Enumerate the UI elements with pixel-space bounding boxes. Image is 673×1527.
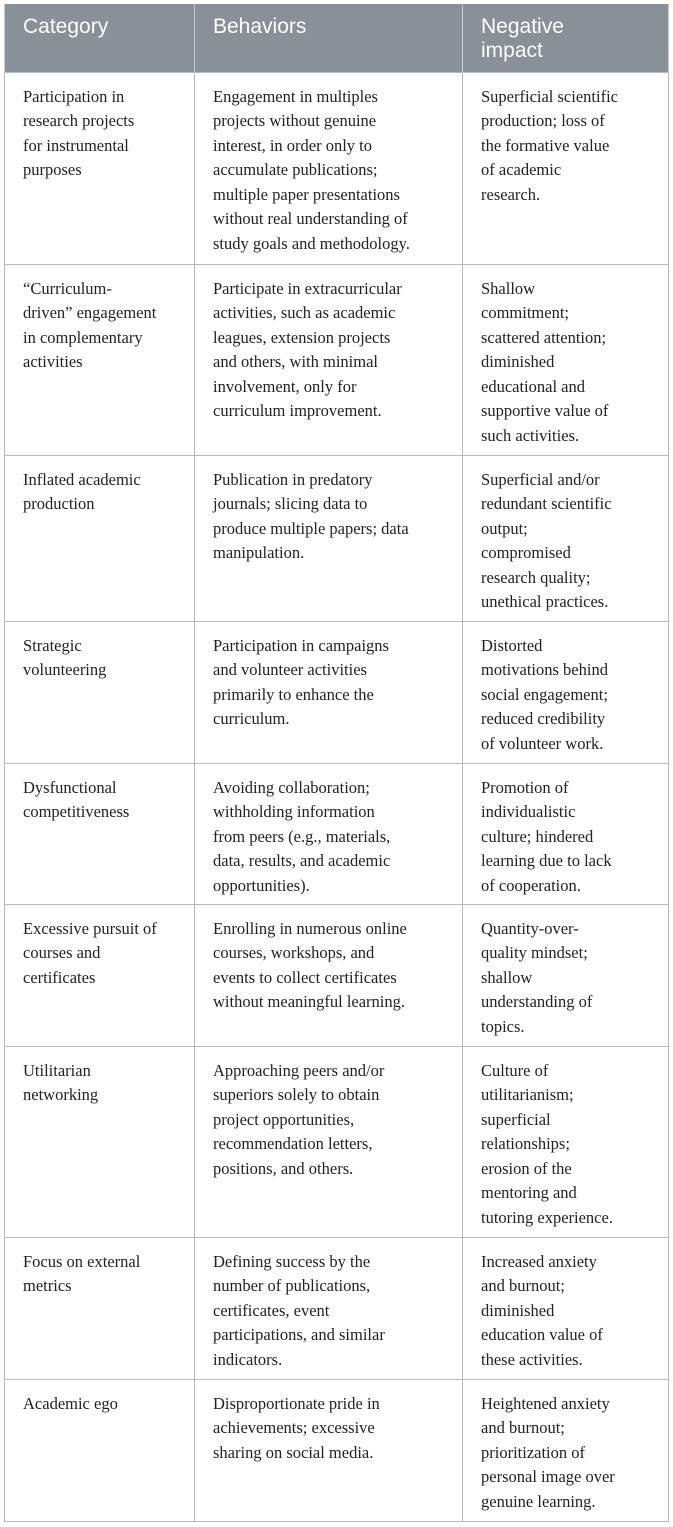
cell-category: Strategic volunteering	[5, 621, 195, 763]
cell-negative-impact: Promotion of individualistic culture; hindered learning due to lack of cooperation.	[463, 763, 669, 904]
table-row	[5, 904, 669, 1046]
cell-category: “Curriculum- driven” engagement in complementary activities	[5, 264, 195, 455]
cell-behaviors: Approaching peers and/or superiors solely to obtain project opportunities, recommendation letters, positions, and others.	[195, 1046, 463, 1237]
cell-behaviors: Defining success by the number of publications, certificates, event participations, and similar indicators.	[195, 1237, 463, 1379]
cell-negative-impact: Quantity-over- quality mindset; shallow understanding of topics.	[463, 904, 669, 1046]
table-row	[5, 72, 669, 264]
cell-category: Inflated academic production	[5, 455, 195, 621]
table-header-row	[5, 4, 669, 72]
table-row	[5, 264, 669, 455]
cell-category: Utilitarian networking	[5, 1046, 195, 1237]
cell-category: Participation in research projects for instrumental purposes	[5, 72, 195, 264]
cell-behaviors: Participate in extracurricular activities, such as academic leagues, extension projects and others, with minimal involvement, only for curriculum improvement.	[195, 264, 463, 455]
cell-negative-impact: Shallow commitment; scattered attention; diminished educational and supportive value of such activities.	[463, 264, 669, 455]
table-row	[5, 621, 669, 763]
table-row	[5, 1237, 669, 1379]
cell-negative-impact: Increased anxiety and burnout; diminished education value of these activities.	[463, 1237, 669, 1379]
cell-category: Academic ego	[5, 1379, 195, 1521]
header-category: Category	[5, 4, 195, 72]
cell-behaviors: Avoiding collaboration; withholding information from peers (e.g., materials, data, results, and academic opportunities).	[195, 763, 463, 904]
table-row	[5, 763, 669, 904]
table-row	[5, 1379, 669, 1521]
cell-negative-impact: Superficial scientific production; loss of the formative value of academic research.	[463, 72, 669, 264]
cell-behaviors: Participation in campaigns and volunteer activities primarily to enhance the curriculum.	[195, 621, 463, 763]
cell-negative-impact: Distorted motivations behind social engagement; reduced credibility of volunteer work.	[463, 621, 669, 763]
cell-category: Dysfunctional competitiveness	[5, 763, 195, 904]
cell-negative-impact: Superficial and/or redundant scientific output; compromised research quality; unethical practices.	[463, 455, 669, 621]
cell-behaviors: Engagement in multiples projects without genuine interest, in order only to accumulate publications; multiple paper presentations without real understanding of study goals and methodology.	[195, 72, 463, 264]
cell-negative-impact: Heightened anxiety and burnout; prioritization of personal image over genuine learning.	[463, 1379, 669, 1521]
data-table	[4, 4, 669, 1522]
cell-behaviors: Enrolling in numerous online courses, workshops, and events to collect certificates without meaningful learning.	[195, 904, 463, 1046]
cell-negative-impact: Culture of utilitarianism; superficial relationships; erosion of the mentoring and tutoring experience.	[463, 1046, 669, 1237]
table-row	[5, 455, 669, 621]
cell-behaviors: Disproportionate pride in achievements; excessive sharing on social media.	[195, 1379, 463, 1521]
header-behaviors: Behaviors	[195, 4, 463, 72]
cell-behaviors: Publication in predatory journals; slicing data to produce multiple papers; data manipulation.	[195, 455, 463, 621]
table-row	[5, 1046, 669, 1237]
cell-category: Focus on external metrics	[5, 1237, 195, 1379]
header-negative-impact: Negative impact	[463, 4, 669, 72]
cell-category: Excessive pursuit of courses and certificates	[5, 904, 195, 1046]
